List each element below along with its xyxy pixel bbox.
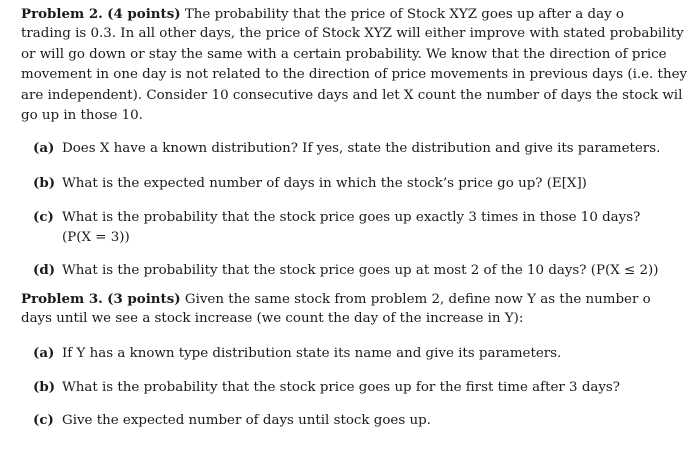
problem-2-line-1	[21, 4, 700, 24]
item-text: What is the probability that the stock price goes up at most 2 of the 10 days? (P(X ≤ 2))	[62, 263, 659, 278]
problem-2-item-c	[33, 207, 700, 248]
item-text: What is the probability that the stock price goes up exactly 3 times in those 10 days?	[62, 210, 641, 225]
item-text-continued: (P(X = 3))	[62, 230, 130, 245]
problem-2-item-a	[33, 138, 700, 159]
problem-3-item-b	[33, 377, 700, 398]
problem-2-points: (4 points)	[107, 6, 181, 22]
problem-2-line-5: are independent). Consider 10 consecutive days and let X count the number of days the stock wil	[21, 87, 683, 103]
item-text: What is the probability that the stock price goes up for the first time after 3 days?	[62, 380, 620, 395]
problem-2-heading: Problem 2.	[21, 6, 103, 22]
problem-2-line-2: trading is 0.3. In all other days, the price of Stock XYZ will either improve with stated probability	[21, 26, 684, 42]
item-label: (d)	[33, 262, 56, 278]
item-text: What is the expected number of days in which the stock’s price go up? (E[X])	[62, 176, 587, 191]
problem-3-statement	[21, 289, 700, 330]
problem-3-item-a	[33, 343, 700, 364]
problem-3-heading: Problem 3.	[21, 291, 103, 307]
item-label: (c)	[33, 209, 54, 225]
item-text: Give the expected number of days until stock goes up.	[62, 413, 431, 428]
problem-2-statement	[21, 4, 700, 126]
problem-3-line-2: days until we see a stock increase (we count the day of the increase in Y):	[21, 311, 524, 327]
item-text: Does X have a known distribution? If yes, state the distribution and give its parameters.	[62, 141, 661, 156]
problem-2-item-d	[33, 260, 700, 281]
item-label: (c)	[33, 412, 54, 428]
item-label: (b)	[33, 175, 56, 191]
problem-2-line-6: go up in those 10.	[21, 107, 143, 123]
problem-3-item-c	[33, 410, 700, 431]
problem-2-line-4: movement in one day is not related to the direction of price movements in previous days (i.e. they	[21, 67, 688, 83]
item-label: (a)	[33, 140, 55, 156]
item-label: (a)	[33, 345, 55, 361]
problem-3-text: Given the same stock from problem 2, define now Y as the number o	[180, 292, 651, 307]
problem-2-item-b	[33, 173, 700, 194]
item-text: If Y has a known type distribution state its name and give its parameters.	[62, 346, 562, 361]
problem-2-line-3: or will go down or stay the same with a certain probability. We know that the direction of price	[21, 46, 667, 62]
item-label: (b)	[33, 379, 56, 395]
problem-3-points: (3 points)	[107, 291, 181, 307]
problem-2-text: The probability that the price of Stock XYZ goes up after a day o	[180, 7, 624, 22]
problem-3-line-1	[21, 289, 700, 309]
